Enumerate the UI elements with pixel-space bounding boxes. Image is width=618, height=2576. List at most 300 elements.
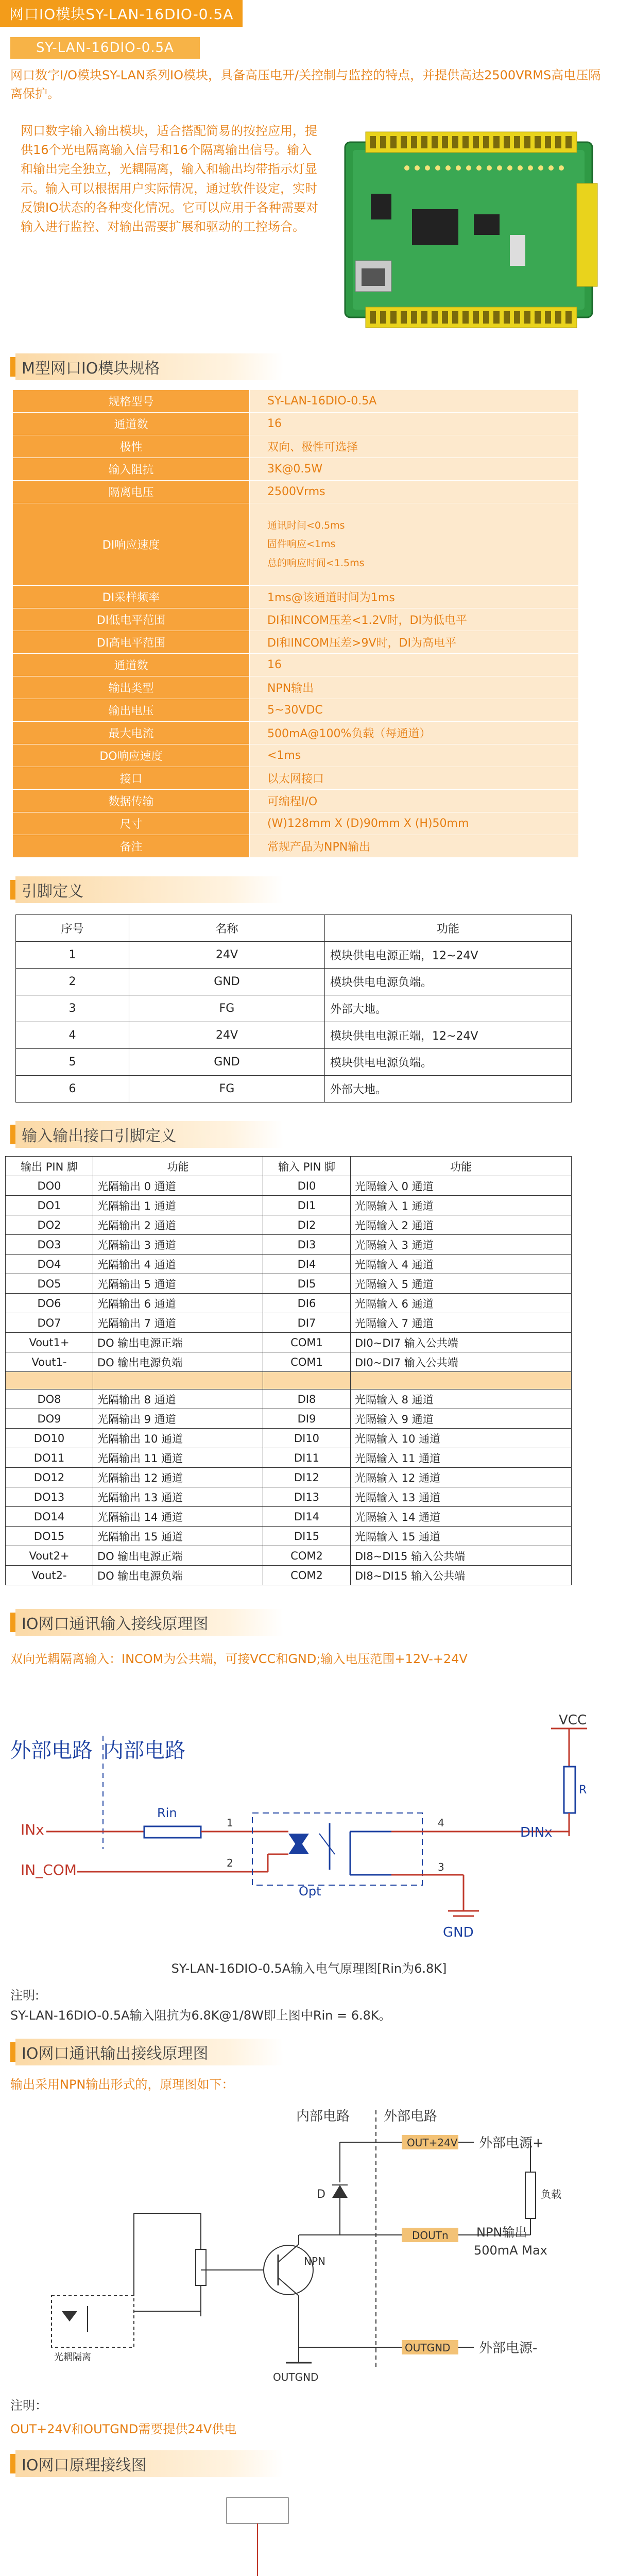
io-cell: 光隔输入 12 通道: [351, 1468, 572, 1487]
spec-key: 备注: [13, 835, 250, 858]
terminal-screw: [504, 136, 510, 148]
inx-label: INx: [21, 1821, 44, 1839]
terminal-screw: [535, 311, 541, 324]
output-wiring-desc: 输出采用NPN输出形式的，原理图如下：: [10, 2077, 234, 2092]
intro-paragraph-1: 网口数字I/O模块SY-LAN系列IO模块，具备高压电开/关控制与监控的特点，并提供高达2500VRMS高电压隔离保护。: [10, 68, 601, 101]
io-row: [6, 1255, 572, 1274]
io-row: [6, 1409, 572, 1429]
pin-cell: FG: [129, 1076, 325, 1103]
io-header-cell: 功能: [351, 1157, 572, 1176]
spec-key: 输入阻抗: [13, 458, 250, 481]
indicator-led: [538, 165, 543, 171]
io-cell: DO5: [6, 1274, 93, 1294]
io-cell: Vout1-: [6, 1352, 93, 1372]
io-cell: 光隔输出 5 通道: [93, 1274, 263, 1294]
spec-row: [13, 790, 579, 812]
io-row: [6, 1352, 572, 1372]
pin-cell: GND: [129, 1049, 325, 1076]
io-cell: DI0~DI7 输入公共端: [351, 1333, 572, 1352]
spec-value: 3K@0.5W: [250, 458, 579, 481]
spec-value: 通讯时间<0.5ms 固件响应<1ms 总的响应时间<1.5ms: [250, 503, 579, 586]
input-wiring-desc: 双向光耦隔离输入：INCOM为公共端，可接VCC和GND;输入电压范围+12V-+24V: [10, 1652, 468, 1666]
spec-row: [13, 812, 579, 835]
terminal-screw: [421, 136, 427, 148]
pin-cell: 模块供电电源正端，12~24V: [325, 1022, 572, 1049]
indicator-led: [528, 165, 533, 171]
io-cell: 光隔输出 2 通道: [93, 1215, 263, 1235]
spec-value: 双向、极性可选择: [250, 435, 579, 458]
principle-title: [0, 2450, 618, 2477]
io-cell: COM1: [263, 1333, 351, 1352]
spec-key: DI高电平范围: [13, 631, 250, 654]
terminal-screw: [411, 136, 417, 148]
io-cell: DI3: [263, 1235, 351, 1255]
pin2-label: 2: [227, 1857, 233, 1870]
io-row: [6, 1176, 572, 1196]
gnd-label: GND: [443, 1925, 474, 1941]
spec-row: [13, 435, 579, 458]
io-row: [6, 1527, 572, 1546]
io-row: [6, 1566, 572, 1585]
intro-block: [0, 122, 618, 338]
outgnd-tag: OUTGND: [405, 2341, 451, 2354]
terminal-screw: [370, 311, 376, 324]
pin-header-cell: 名称: [129, 915, 325, 942]
terminal-screw: [411, 311, 417, 324]
io-row: [6, 1333, 572, 1352]
indicator-led: [456, 165, 461, 171]
opt-label: Opt: [299, 1884, 321, 1899]
io-cell: 光隔输入 4 通道: [351, 1255, 572, 1274]
section-label: IO网口通讯输入接线原理图: [15, 1609, 283, 1636]
terminal-screw: [442, 311, 448, 324]
io-cell: DI11: [263, 1448, 351, 1468]
spec-row: [13, 503, 579, 586]
indicator-led: [425, 165, 430, 171]
io-cell: 光隔输入 5 通道: [351, 1274, 572, 1294]
io-row: [6, 1468, 572, 1487]
io-cell: 光隔输入 13 通道: [351, 1487, 572, 1507]
io-row: [6, 1448, 572, 1468]
pin-cell: 2: [16, 969, 129, 995]
io-cell: 光隔输出 13 通道: [93, 1487, 263, 1507]
io-row: [6, 1235, 572, 1255]
max-current-label: 500mA Max: [474, 2243, 547, 2258]
io-row: [6, 1546, 572, 1566]
spec-key: 尺寸: [13, 812, 250, 835]
section-marker: [10, 1125, 15, 1144]
indicator-led: [476, 165, 482, 171]
pin1-label: 1: [227, 1817, 233, 1829]
io-cell: DI1: [263, 1196, 351, 1215]
spec-value: (W)128mm X (D)90mm X (H)50mm: [250, 812, 579, 835]
spec-key: 最大电流: [13, 722, 250, 744]
spec-value: 以太网接口: [250, 767, 579, 790]
input-wiring-title: [0, 1609, 618, 1636]
io-cell: DO6: [6, 1294, 93, 1313]
io-cell: DI9: [263, 1409, 351, 1429]
spec-row: [13, 744, 579, 767]
io-cell: DO10: [6, 1429, 93, 1448]
io-cell: 光隔输入 6 通道: [351, 1294, 572, 1313]
out24-label: OUT+24V: [407, 2136, 458, 2149]
indicator-led: [466, 165, 471, 171]
io-separator-row: [6, 1372, 572, 1389]
spec-table: [12, 389, 579, 858]
io-row: [6, 1215, 572, 1235]
spec-row: [13, 699, 579, 722]
section-label: IO网口通讯输出接线原理图: [15, 2039, 283, 2065]
terminal-screw: [483, 136, 489, 148]
io-cell: DI8~DI15 输入公共端: [351, 1546, 572, 1566]
io-row: [6, 1487, 572, 1507]
section-marker: [10, 880, 15, 900]
io-module-board-image: [335, 122, 603, 338]
io-cell: 光隔输出 1 通道: [93, 1196, 263, 1215]
terminal-screw: [380, 311, 386, 324]
io-row: [6, 1429, 572, 1448]
io-row: [6, 1294, 572, 1313]
spec-key: 规格型号: [13, 390, 250, 413]
terminal-screw: [462, 311, 469, 324]
spec-value: 2500Vrms: [250, 481, 579, 503]
terminal-screw: [401, 311, 407, 324]
terminal-screw: [380, 136, 386, 148]
spec-value: DI和INCOM压差<1.2V时，DI为低电平: [250, 608, 579, 631]
io-cell: DO3: [6, 1235, 93, 1255]
spec-key: DI采样频率: [13, 586, 250, 608]
output-schematic: [0, 2100, 618, 2388]
io-cell: DO0: [6, 1176, 93, 1196]
pin-cell: 6: [16, 1076, 129, 1103]
product-photo: [335, 122, 603, 338]
section-label: 输入输出接口引脚定义: [15, 1121, 283, 1148]
indicator-led: [559, 165, 564, 171]
principle-wiring-diagram: [0, 2482, 618, 2576]
spec-key: 极性: [13, 435, 250, 458]
page-title: 网口IO模块SY-LAN-16DIO-0.5A: [0, 0, 243, 27]
ext-neg-label: 外部电源-: [479, 2340, 538, 2356]
indicator-led: [497, 165, 502, 171]
spec-value: 可编程I/O: [250, 790, 579, 812]
load-label: 负载: [541, 2188, 561, 2200]
terminal-screw: [493, 136, 500, 148]
spec-key: 数据传输: [13, 790, 250, 812]
pin-cell: 4: [16, 1022, 129, 1049]
output-wiring-title: [0, 2039, 618, 2065]
npn-label: NPN: [304, 2255, 325, 2267]
io-cell: Vout2-: [6, 1566, 93, 1585]
io-row: [6, 1389, 572, 1409]
io-cell: 光隔输入 3 通道: [351, 1235, 572, 1255]
pin3-label: 3: [438, 1861, 444, 1874]
indicator-led: [445, 165, 451, 171]
pin-cell: GND: [129, 969, 325, 995]
terminal-screw: [565, 311, 572, 324]
pin-row: [16, 1076, 572, 1103]
spec-value: DI和INCOM压差>9V时，DI为高电平: [250, 631, 579, 654]
spec-key: 通道数: [13, 654, 250, 676]
vcc-label: VCC: [559, 1713, 587, 1728]
pin-header-row: [16, 915, 572, 942]
io-cell: COM1: [263, 1352, 351, 1372]
pin-cell: 外部大地。: [325, 1076, 572, 1103]
io-section-title: [0, 1121, 618, 1148]
indicator-led: [507, 165, 512, 171]
io-cell: DO 输出电源正端: [93, 1546, 263, 1566]
terminal-screw: [452, 311, 458, 324]
spec-row: [13, 835, 579, 858]
spec-row: [13, 390, 579, 413]
io-cell: DI0: [263, 1176, 351, 1196]
spec-row: [13, 631, 579, 654]
terminal-screw: [473, 136, 479, 148]
pin-header-cell: 序号: [16, 915, 129, 942]
pin-cell: 24V: [129, 1022, 325, 1049]
pin-cell: 24V: [129, 942, 325, 969]
input-note-title: 注明:: [10, 1988, 40, 2003]
indicator-led: [435, 165, 440, 171]
terminal-screw: [545, 136, 551, 148]
pin4-label: 4: [438, 1817, 444, 1829]
spec-row: [13, 608, 579, 631]
npn-output-label: NPN输出: [476, 2225, 527, 2240]
io-cell: 光隔输出 11 通道: [93, 1448, 263, 1468]
d-label: D: [317, 2188, 325, 2201]
io-cell: DI8~DI15 输入公共端: [351, 1566, 572, 1585]
io-cell: 光隔输入 15 通道: [351, 1527, 572, 1546]
terminal-screw: [524, 311, 530, 324]
terminal-screw: [401, 136, 407, 148]
io-cell: DI15: [263, 1527, 351, 1546]
terminal-screw: [452, 136, 458, 148]
spec-key: 输出类型: [13, 676, 250, 699]
section-marker: [10, 2042, 15, 2062]
title-banner: [0, 0, 618, 27]
terminal-screw: [504, 311, 510, 324]
io-cell: DO8: [6, 1389, 93, 1409]
terminal-screw: [421, 311, 427, 324]
pin-cell: 模块供电电源正端，12~24V: [325, 942, 572, 969]
spec-value: 常规产品为NPN输出: [250, 835, 579, 858]
pin-cell: 外部大地。: [325, 995, 572, 1022]
input-schematic: [0, 1679, 618, 1947]
section-label: IO网口原理接线图: [15, 2450, 283, 2477]
io-cell: DO9: [6, 1409, 93, 1429]
io-cell: DI10: [263, 1429, 351, 1448]
io-cell: DI14: [263, 1507, 351, 1527]
pin-row: [16, 969, 572, 995]
external-circuit-label: 外部电路: [10, 1739, 93, 1763]
outgnd-label: OUTGND: [273, 2370, 319, 2383]
spec-value: 500mA@100%负载（每通道）: [250, 722, 579, 744]
spec-row: [13, 676, 579, 699]
pin-header-cell: 功能: [325, 915, 572, 942]
io-cell: DO12: [6, 1468, 93, 1487]
io-cell: 光隔输出 6 通道: [93, 1294, 263, 1313]
terminal-screw: [473, 311, 479, 324]
io-cell: DI0~DI7 输入公共端: [351, 1352, 572, 1372]
io-cell: 光隔输入 10 通道: [351, 1429, 572, 1448]
model-banner-wrap: [0, 27, 618, 59]
io-cell: 光隔输出 8 通道: [93, 1389, 263, 1409]
io-cell: DI7: [263, 1313, 351, 1333]
terminal-screw: [535, 136, 541, 148]
io-cell: 光隔输入 14 通道: [351, 1507, 572, 1527]
spec-row: [13, 722, 579, 744]
io-cell: 光隔输入 1 通道: [351, 1196, 572, 1215]
io-cell: DO 输出电源正端: [93, 1333, 263, 1352]
spec-key: DI低电平范围: [13, 608, 250, 631]
indicator-led: [518, 165, 523, 171]
io-cell: 光隔输出 10 通道: [93, 1429, 263, 1448]
terminal-screw: [390, 311, 397, 324]
io-cell: 光隔输入 2 通道: [351, 1215, 572, 1235]
io-cell: 光隔输入 0 通道: [351, 1176, 572, 1196]
pin-cell: 3: [16, 995, 129, 1022]
section-marker: [10, 2454, 15, 2473]
io-cell: DO 输出电源负端: [93, 1352, 263, 1372]
io-cell: DO1: [6, 1196, 93, 1215]
io-cell: DO11: [6, 1448, 93, 1468]
spec-section-title: [0, 353, 618, 380]
pin-row: [16, 995, 572, 1022]
pin-table: [15, 914, 572, 1103]
io-cell: COM2: [263, 1566, 351, 1585]
io-row: [6, 1196, 572, 1215]
io-cell: DO4: [6, 1255, 93, 1274]
input-schematic-caption: SY-LAN-16DIO-0.5A输入电气原理图[Rin为6.8K]: [171, 1961, 447, 1976]
spec-row: [13, 481, 579, 503]
spec-key: DO响应速度: [13, 744, 250, 767]
indicator-led: [404, 165, 409, 171]
pin-section-title: [0, 876, 618, 903]
io-cell: 光隔输出 7 通道: [93, 1313, 263, 1333]
terminal-screw: [493, 311, 500, 324]
io-row: [6, 1507, 572, 1527]
section-marker: [10, 357, 15, 377]
io-cell: 光隔输入 8 通道: [351, 1389, 572, 1409]
io-cell: DO2: [6, 1215, 93, 1235]
io-cell: DO7: [6, 1313, 93, 1333]
input-note: SY-LAN-16DIO-0.5A输入阻抗为6.8K@1/8W即上图中Rin = 6.8K。: [10, 2008, 391, 2023]
dinx-label: DINx: [520, 1825, 553, 1841]
pin-row: [16, 1022, 572, 1049]
io-row: [6, 1274, 572, 1294]
spec-row: [13, 767, 579, 790]
pin-cell: 模块供电电源负端。: [325, 969, 572, 995]
spec-key: 隔离电压: [13, 481, 250, 503]
spec-row: [13, 654, 579, 676]
io-cell: DI13: [263, 1487, 351, 1507]
terminal-screw: [565, 136, 572, 148]
terminal-screw: [555, 311, 561, 324]
spec-row: [13, 586, 579, 608]
model-banner: SY-LAN-16DIO-0.5A: [10, 37, 200, 59]
io-cell: 光隔输出 0 通道: [93, 1176, 263, 1196]
r-label: R: [579, 1784, 587, 1797]
terminal-screw: [462, 136, 469, 148]
incom-label: IN_COM: [21, 1861, 77, 1879]
spec-key: DI响应速度: [13, 503, 250, 586]
terminal-screw: [432, 136, 438, 148]
io-cell: 光隔输出 15 通道: [93, 1527, 263, 1546]
spec-value: NPN输出: [250, 676, 579, 699]
io-cell: DI4: [263, 1255, 351, 1274]
io-cell: DO14: [6, 1507, 93, 1527]
io-cell: 光隔输入 7 通道: [351, 1313, 572, 1333]
spec-row: [13, 458, 579, 481]
rin-label: Rin: [157, 1806, 177, 1821]
terminal-screw: [483, 311, 489, 324]
io-cell: DI2: [263, 1215, 351, 1235]
output-note: OUT+24V和OUTGND需要提供24V供电: [10, 2421, 237, 2436]
io-cell: 光隔输入 9 通道: [351, 1409, 572, 1429]
spec-value: 16: [250, 654, 579, 676]
indicator-led: [548, 165, 554, 171]
internal-circuit-label: 内部电路: [103, 1739, 185, 1763]
io-header-cell: 输出 PIN 脚: [6, 1157, 93, 1176]
io-cell: COM2: [263, 1546, 351, 1566]
output-note-title: 注明：: [10, 2398, 47, 2413]
pin-cell: 模块供电电源负端。: [325, 1049, 572, 1076]
pin-row: [16, 1049, 572, 1076]
section-label: 引脚定义: [15, 876, 283, 903]
spec-value: 5~30VDC: [250, 699, 579, 722]
io-cell: DI8: [263, 1389, 351, 1409]
terminal-screw: [514, 311, 520, 324]
io-cell: Vout2+: [6, 1546, 93, 1566]
io-cell: DO 输出电源负端: [93, 1566, 263, 1585]
pin-cell: 5: [16, 1049, 129, 1076]
indicator-led: [415, 165, 420, 171]
io-cell: Vout1+: [6, 1333, 93, 1352]
spec-value: SY-LAN-16DIO-0.5A: [250, 390, 579, 413]
indicator-led: [487, 165, 492, 171]
io-cell: DO15: [6, 1527, 93, 1546]
ext-pos-label: 外部电源+: [479, 2135, 544, 2151]
spec-value: <1ms: [250, 744, 579, 767]
pin-row: [16, 942, 572, 969]
io-cell: DI6: [263, 1294, 351, 1313]
terminal-screw: [545, 311, 551, 324]
io-header-row: [6, 1157, 572, 1176]
terminal-screw: [390, 136, 397, 148]
section-marker: [10, 1613, 15, 1632]
spec-value: 1ms@该通道时间为1ms: [250, 586, 579, 608]
spec-row: [13, 413, 579, 435]
io-cell: 光隔输出 4 通道: [93, 1255, 263, 1274]
terminal-screw: [555, 136, 561, 148]
pin-cell: 1: [16, 942, 129, 969]
io-cell: DI5: [263, 1274, 351, 1294]
io-cell: DI12: [263, 1468, 351, 1487]
spec-value: 16: [250, 413, 579, 435]
spec-key: 接口: [13, 767, 250, 790]
spec-key: 通道数: [13, 413, 250, 435]
output-internal-label: 内部电路: [296, 2108, 350, 2124]
opto-label: 光耦隔离: [54, 2351, 91, 2363]
io-cell: 光隔输出 14 通道: [93, 1507, 263, 1527]
io-table: [5, 1156, 572, 1585]
terminal-screw: [432, 311, 438, 324]
io-cell: 光隔输出 12 通道: [93, 1468, 263, 1487]
pin-cell: FG: [129, 995, 325, 1022]
io-cell: DO13: [6, 1487, 93, 1507]
io-header-cell: 输入 PIN 脚: [263, 1157, 351, 1176]
io-cell: 光隔输出 9 通道: [93, 1409, 263, 1429]
terminal-screw: [524, 136, 530, 148]
